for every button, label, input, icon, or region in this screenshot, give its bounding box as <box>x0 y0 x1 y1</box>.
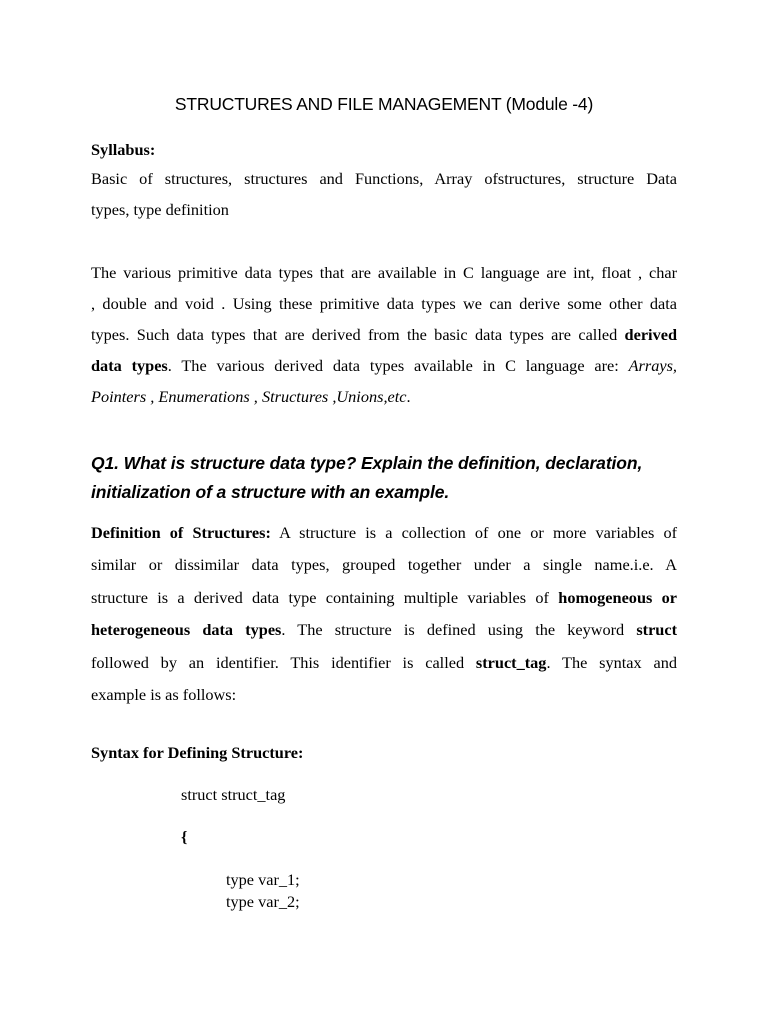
code-line-struct: struct struct_tag <box>181 785 286 804</box>
homogeneous-bold: homogeneous or <box>558 587 678 607</box>
intro-line-5-period: . <box>406 387 411 406</box>
question-line-2: initialization of a structure with an example. <box>91 482 450 502</box>
derived-list-italic: Pointers , Enumerations , Structures ,Unions,etc <box>91 387 407 406</box>
data-types-bold: data types <box>91 356 168 375</box>
question-line-1: Q1. What is structure data type? Explain the definition, declaration, <box>91 453 643 473</box>
definition-line-1-text: A structure is a collection of one or more variables of <box>270 523 678 542</box>
derived-bold: derived <box>624 325 677 344</box>
definition-label: Definition of Structures: <box>91 523 271 542</box>
page-title: STRUCTURES AND FILE MANAGEMENT (Module -4) <box>174 94 594 114</box>
code-line-var1: type var_1; <box>226 870 300 889</box>
intro-line-2: , double and void . Using these primitive data types we can derive some other data <box>91 294 677 313</box>
intro-line-4-text: . The various derived data types available in C language are: <box>167 356 629 375</box>
heterogeneous-bold: heterogeneous data types <box>91 620 282 640</box>
definition-line-2: similar or dissimilar data types, grouped together under a single name.i.e. A <box>91 555 677 575</box>
struct-tag-bold: struct_tag <box>475 652 547 672</box>
syllabus-heading: Syllabus: <box>91 140 156 159</box>
arrays-italic: Arrays, <box>628 356 677 375</box>
definition-line-5-text: followed by an identifier. This identifier is called <box>91 652 476 672</box>
question-heading <box>91 449 691 507</box>
struct-keyword-bold: struct <box>636 620 677 640</box>
intro-line-4 <box>91 350 677 381</box>
intro-line-3 <box>91 319 677 350</box>
definition-line-1 <box>91 517 677 549</box>
code-line-open-brace: { <box>181 827 188 846</box>
definition-line-4-text: . The structure is defined using the keyword <box>281 620 637 640</box>
definition-line-5-end: . The syntax and <box>546 652 677 672</box>
intro-line-5 <box>91 381 677 412</box>
intro-line-1: The various primitive data types that are available in C language are int, float , char <box>91 263 677 282</box>
definition-paragraph <box>91 517 677 711</box>
intro-paragraph <box>91 257 677 412</box>
definition-line-6: example is as follows: <box>91 685 237 705</box>
syllabus-line-1: Basic of structures, structures and Functions, Array ofstructures, structure Data <box>91 169 677 188</box>
syllabus-line-2: types, type definition <box>91 200 229 219</box>
syntax-heading: Syntax for Defining Structure: <box>91 743 304 762</box>
definition-line-4 <box>91 614 677 646</box>
syllabus-text <box>91 163 677 225</box>
definition-line-5 <box>91 647 677 679</box>
definition-line-3-text: structure is a derived data type containing multiple variables of <box>91 587 559 607</box>
code-line-var2: type var_2; <box>226 892 300 911</box>
intro-line-3-text: types. Such data types that are derived from the basic data types are called <box>91 325 625 344</box>
definition-line-3 <box>91 582 677 614</box>
